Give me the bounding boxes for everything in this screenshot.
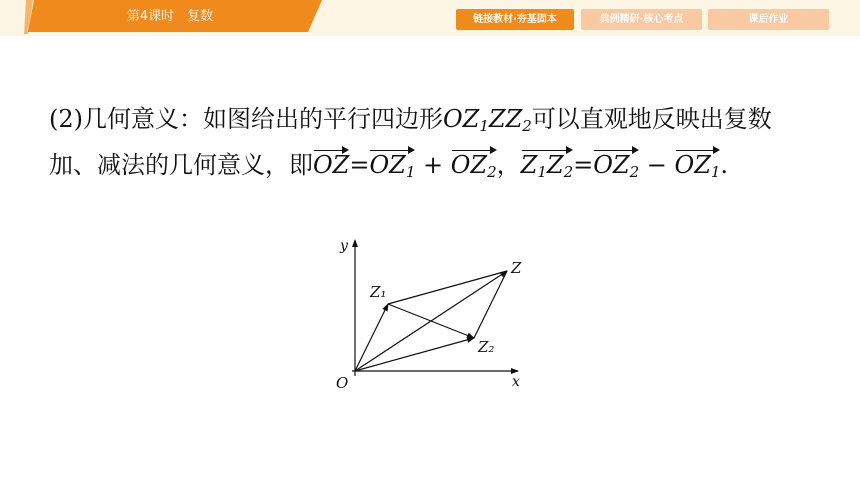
parallelogram-name: $OZ_1ZZ_2$ — [443, 105, 532, 135]
lesson-title: 第4课时 复数 — [126, 9, 214, 24]
tab-homework[interactable]: 课后作业 — [708, 9, 829, 30]
equation-sum: $OZ=OZ_1 + OZ_2$ — [313, 151, 497, 181]
header-bar — [0, 0, 860, 36]
side-z1-z — [388, 271, 507, 304]
label-x: x — [512, 374, 520, 390]
lesson-tab — [0, 0, 322, 32]
tab-textbook-basics[interactable]: 链接教材·夯基固本 — [456, 9, 574, 30]
line1-prefix: (2)几何意义：如图给出的平行四边形 — [49, 105, 443, 133]
label-z: Z — [511, 259, 522, 277]
text-line-2: 加、减法的几何意义，即$OZ=OZ_1 + OZ_2$，$Z_1Z_2=OZ_2 - OZ_1$. — [49, 151, 729, 181]
parallelogram-diagram — [330, 236, 530, 396]
equation-difference: $Z_1Z_2=OZ_2 - OZ_1$ — [520, 151, 721, 181]
label-y: y — [340, 238, 348, 254]
line2-prefix: 加、减法的几何意义，即 — [49, 151, 313, 179]
text-line-1 — [49, 99, 772, 135]
line1-suffix: 可以直观地反映出复数 — [531, 105, 772, 133]
label-z2: Z₂ — [478, 338, 495, 356]
vector-oz1 — [355, 304, 388, 371]
tab-core-examples[interactable]: 典例精研·核心考点 — [581, 9, 702, 30]
label-origin: O — [336, 374, 349, 392]
label-z1: Z₁ — [370, 283, 387, 301]
vector-z1z2 — [388, 304, 474, 338]
side-z2-z — [474, 271, 507, 338]
vector-oz2 — [355, 338, 474, 371]
